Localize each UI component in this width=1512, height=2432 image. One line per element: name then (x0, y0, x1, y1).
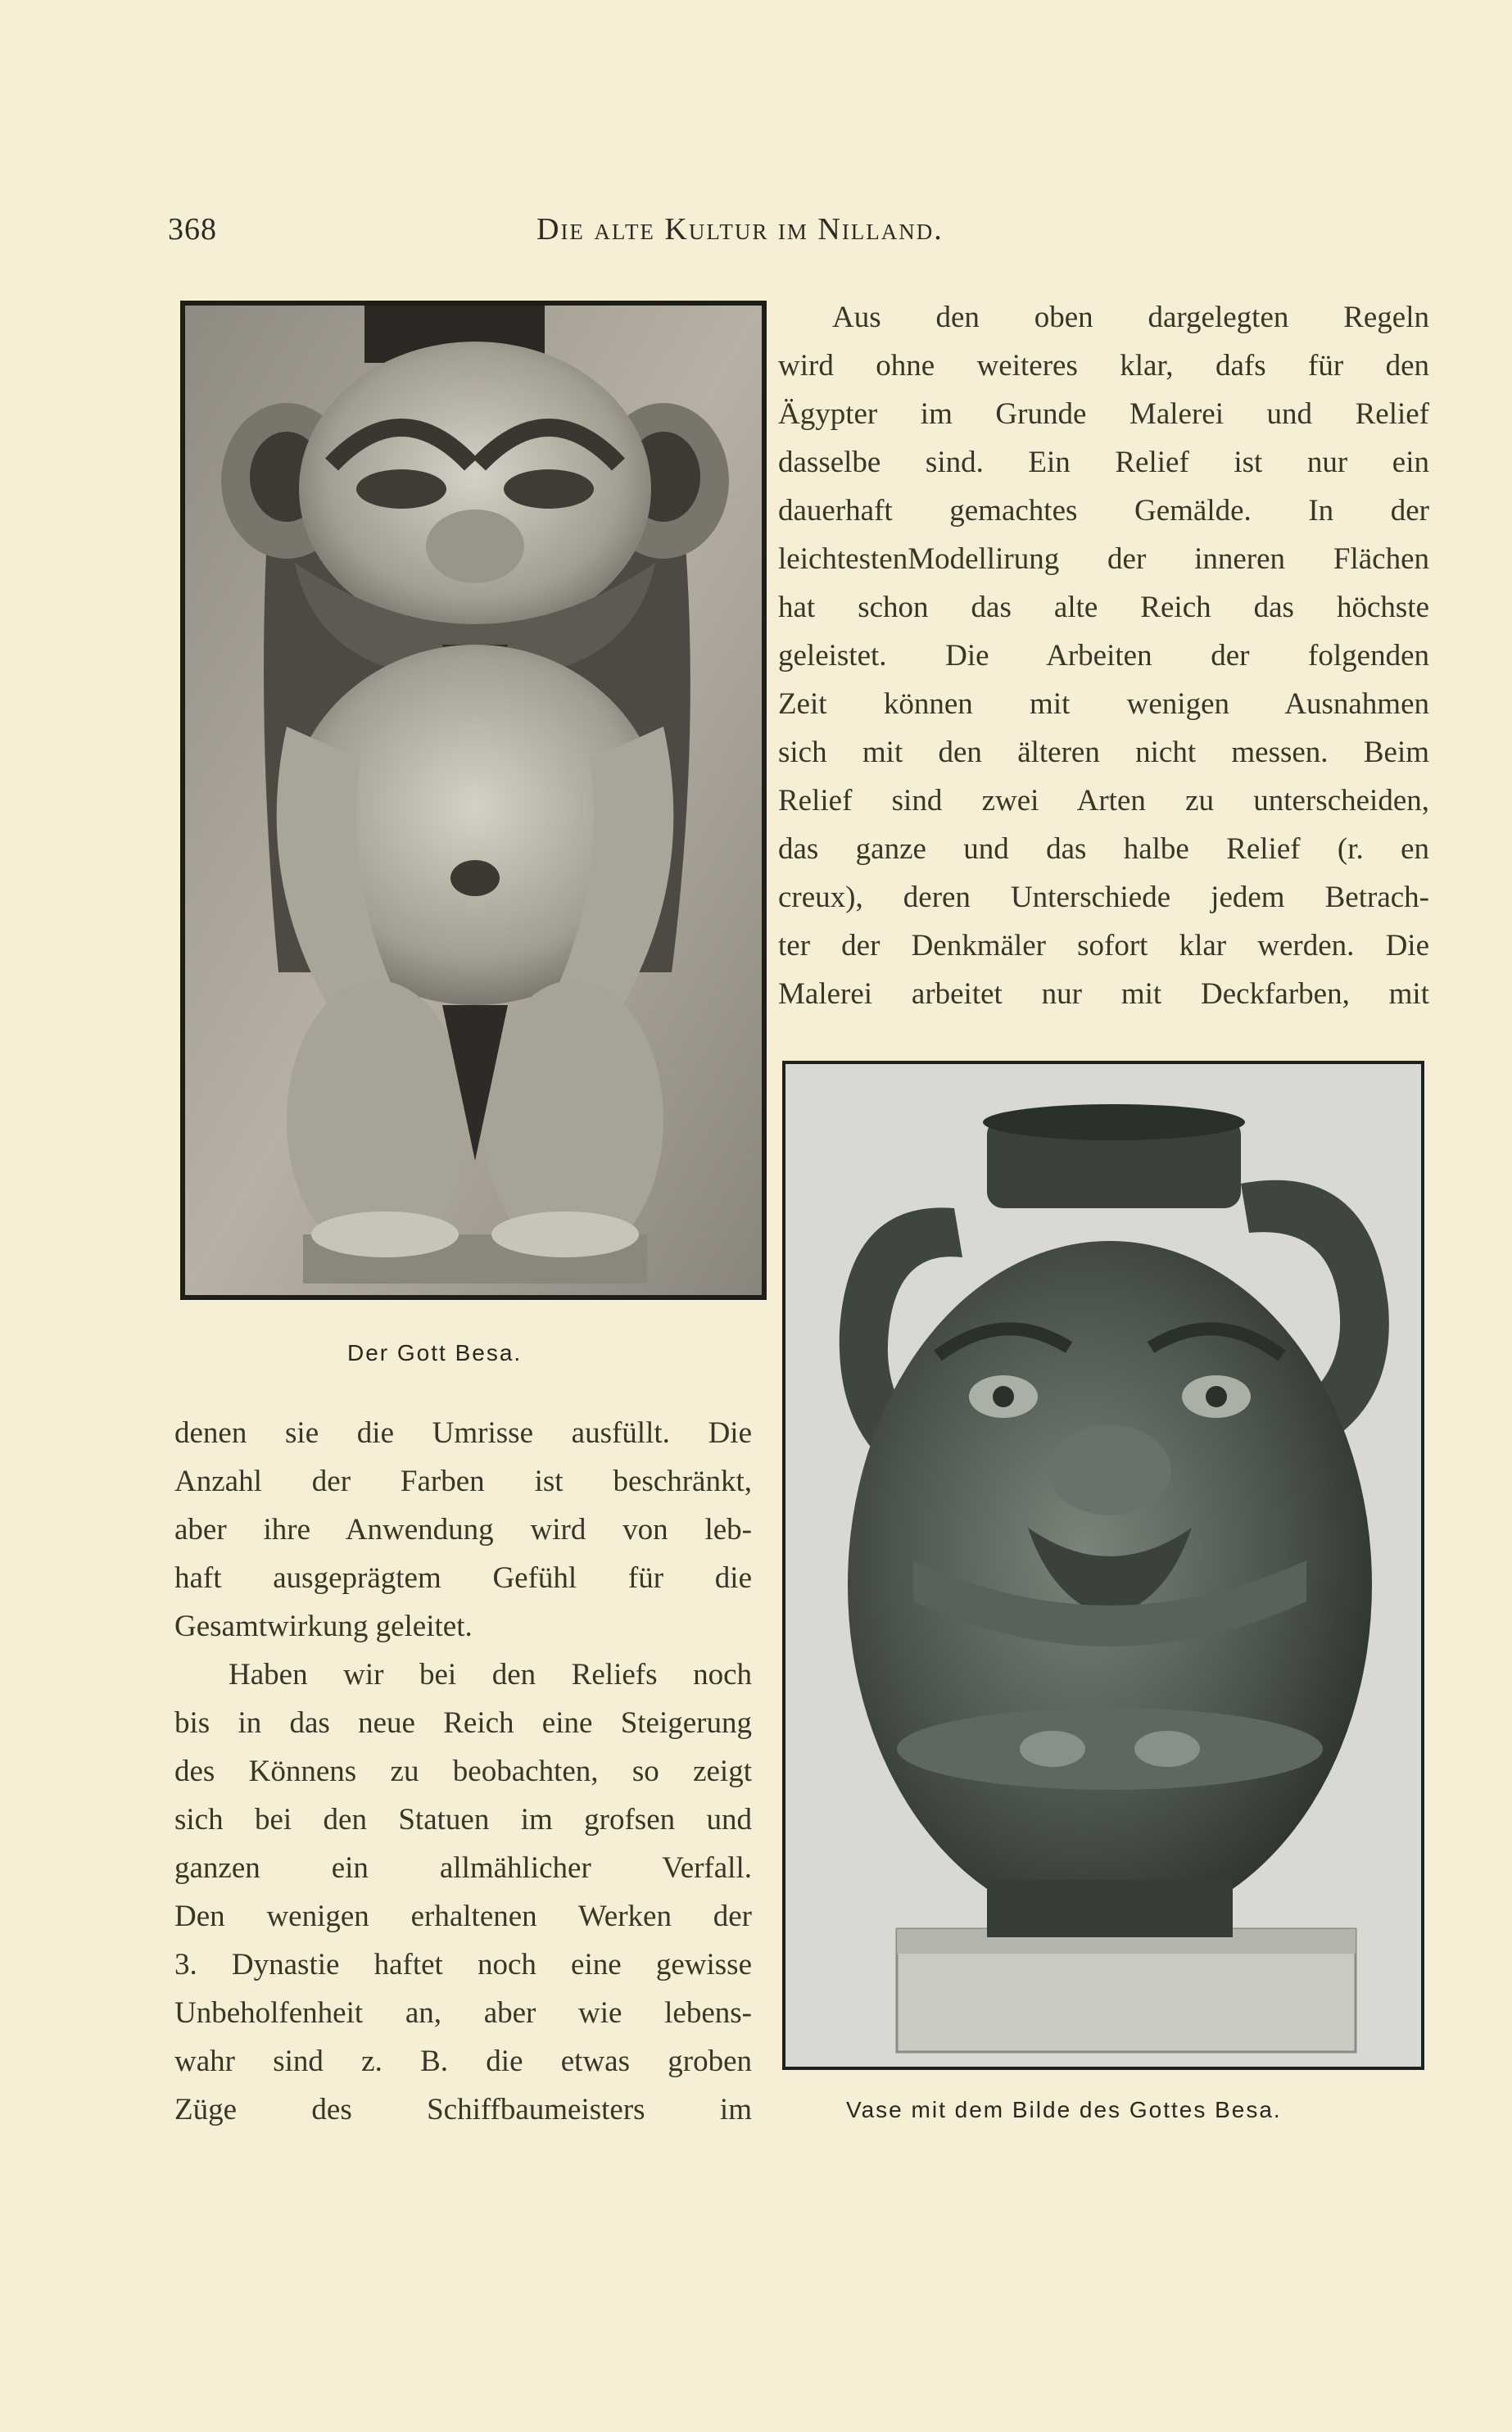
running-title: Die alte Kultur im Nilland. (536, 212, 944, 247)
text-line: creux), deren Unterschiede jedem Betrach- (778, 881, 1429, 914)
besa-relief-image (180, 301, 767, 1300)
text-line: hat schon das alte Reich das höchste (778, 591, 1429, 624)
text-line: denen sie die Umrisse ausfüllt. Die (174, 1416, 752, 1450)
besa-relief-figure (180, 301, 767, 1300)
text-line: Aus den oben dargelegten Regeln (832, 301, 1429, 334)
besa-vase-image (782, 1061, 1424, 2070)
text-line: Anzahl der Farben ist beschränkt, (174, 1465, 752, 1498)
text-line: geleistet. Die Arbeiten der folgenden (778, 639, 1429, 673)
text-line: ter der Denkmäler sofort klar werden. Die (778, 929, 1429, 962)
text-line: 3. Dynastie haftet noch eine gewisse (174, 1948, 752, 1981)
text-line: dasselbe sind. Ein Relief ist nur ein (778, 446, 1429, 479)
text-line: bis in das neue Reich eine Steigerung (174, 1706, 752, 1740)
text-line: wahr sind z. B. die etwas groben (174, 2045, 752, 2078)
text-line: das ganze und das halbe Relief (r. en (778, 832, 1429, 866)
text-line: haft ausgeprägtem Gefühl für die (174, 1561, 752, 1595)
text-line: des Könnens zu beobachten, so zeigt (174, 1755, 752, 1788)
text-line: Zeit können mit wenigen Ausnahmen (778, 687, 1429, 721)
right-text-column (778, 293, 1429, 1018)
text-line: sich mit den älteren nicht messen. Beim (778, 736, 1429, 769)
vase-caption: Vase mit dem Bilde des Gottes Besa. (846, 2097, 1282, 2122)
text-line: Malerei arbeitet nur mit Deckfarben, mit (778, 977, 1429, 1011)
text-line: sich bei den Statuen im grofsen und (174, 1803, 752, 1836)
besa-caption: Der Gott Besa. (347, 1340, 523, 1365)
text-line: ganzen ein allmählicher Verfall. (174, 1851, 752, 1885)
page-number: 368 (168, 212, 217, 247)
text-line: Haben wir bei den Reliefs noch (229, 1658, 752, 1692)
text-line: wird ohne weiteres klar, dafs für den (778, 349, 1429, 383)
left-text-column (174, 1409, 752, 2134)
text-line: Gesamtwirkung geleitet. (174, 1610, 473, 1643)
text-line: aber ihre Anwendung wird von leb- (174, 1513, 752, 1547)
running-head (168, 211, 1077, 252)
besa-vase-figure (782, 1061, 1424, 2070)
text-line: Relief sind zwei Arten zu unterscheiden, (778, 784, 1429, 817)
text-line: leichtestenModellirung der inneren Flächen (778, 542, 1429, 576)
text-line: Unbeholfenheit an, aber wie lebens- (174, 1996, 752, 2030)
text-line: dauerhaft gemachtes Gemälde. In der (778, 494, 1429, 528)
text-line: Den wenigen erhaltenen Werken der (174, 1900, 752, 1933)
text-line: Züge des Schiffbaumeisters im (174, 2093, 752, 2126)
text-line: Ägypter im Grunde Malerei und Relief (778, 397, 1429, 431)
